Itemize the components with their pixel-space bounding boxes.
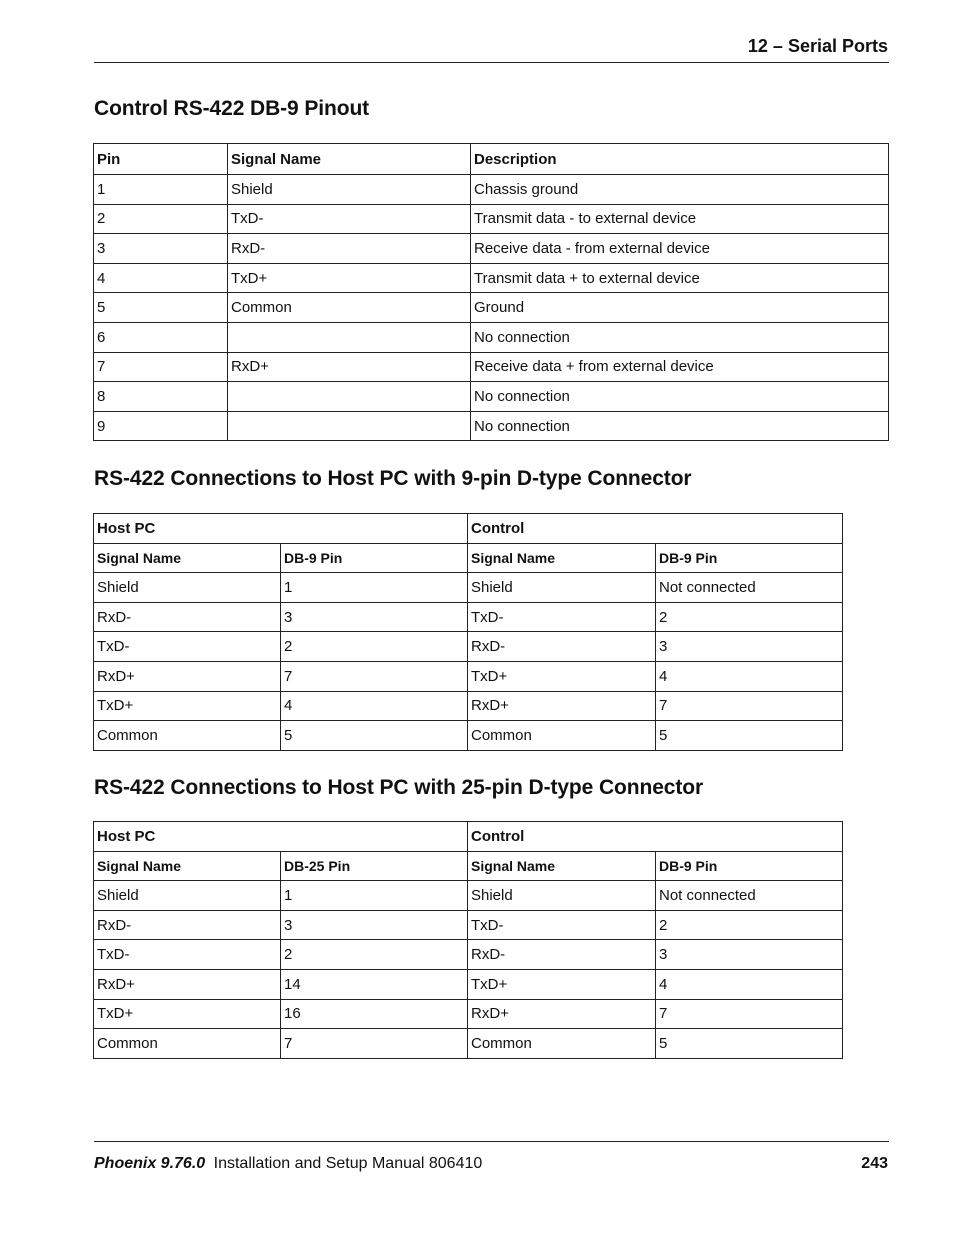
connections-25pin-table [93,821,843,1059]
table-header-row [94,851,843,881]
footer [94,1155,482,1173]
table-cell: Receive data - from external device [471,234,889,264]
table-cell: 3 [94,234,228,264]
table-cell: Shield [468,573,656,603]
table-cell: 5 [656,1029,843,1059]
table-row [94,352,889,382]
table-cell: 7 [281,661,468,691]
table-cell: 14 [281,969,468,999]
table-cell: TxD+ [94,691,281,721]
table-cell: 8 [94,382,228,412]
table-header-row [94,543,843,573]
table-cell: 6 [94,322,228,352]
table-cell: 1 [94,175,228,205]
table-cell: Shield [468,881,656,911]
column-header: DB-9 Pin [281,543,468,573]
table-cell: Receive data + from external device [471,352,889,382]
table-cell: Ground [471,293,889,323]
group-header-host-pc: Host PC [94,822,468,852]
header-rule [94,62,889,63]
table-cell: 4 [656,661,843,691]
table-cell: 2 [94,204,228,234]
table-row [94,691,843,721]
section-title-25pin-connections: RS-422 Connections to Host PC with 25-pin D-type Connector [94,776,704,799]
column-header: DB-9 Pin [656,851,843,881]
table-cell: 5 [281,721,468,751]
footer-product: Phoenix 9.76.0 [94,1155,206,1172]
table-cell: 2 [281,940,468,970]
table-cell [228,322,471,352]
table-cell: RxD+ [94,969,281,999]
table-cell [228,382,471,412]
table-cell: 9 [94,411,228,441]
table-cell: Common [228,293,471,323]
group-header-host-pc: Host PC [94,514,468,544]
table-cell: 3 [281,602,468,632]
table-cell: TxD- [228,204,471,234]
table-row [94,573,843,603]
table-cell: No connection [471,411,889,441]
running-head: 12 – Serial Ports [747,36,888,56]
table-cell: TxD+ [94,999,281,1029]
table-cell: RxD- [94,910,281,940]
table-cell: RxD+ [94,661,281,691]
table-cell: 1 [281,881,468,911]
pinout-table [93,143,889,441]
table-cell: TxD+ [228,263,471,293]
table-cell: 7 [656,999,843,1029]
table-cell [228,411,471,441]
table-cell: 5 [94,293,228,323]
table-row [94,721,843,751]
connections-9pin-table [93,513,843,751]
table-cell: RxD+ [468,691,656,721]
table-row [94,204,889,234]
table-row [94,1029,843,1059]
table-cell: TxD+ [468,661,656,691]
footer-manual: Installation and Setup Manual 806410 [213,1155,483,1172]
table-row [94,382,889,412]
table-cell: RxD- [94,602,281,632]
table-cell: Transmit data + to external device [471,263,889,293]
table-row [94,661,843,691]
table-header-row [94,144,889,175]
table-row [94,602,843,632]
group-header-control: Control [468,822,843,852]
table-cell: Transmit data - to external device [471,204,889,234]
table-cell: 2 [656,910,843,940]
table-cell: TxD- [94,940,281,970]
table-cell: TxD- [468,602,656,632]
table-row [94,940,843,970]
table-cell: Shield [94,573,281,603]
column-header: DB-9 Pin [656,543,843,573]
table-row [94,632,843,662]
table-row [94,175,889,205]
table-cell: RxD+ [468,999,656,1029]
table-cell: Common [94,721,281,751]
table-row [94,999,843,1029]
table-row [94,910,843,940]
table-cell: 7 [281,1029,468,1059]
table-cell: RxD- [468,632,656,662]
column-header: Signal Name [94,543,281,573]
table-cell: 1 [281,573,468,603]
table-cell: RxD+ [228,352,471,382]
table-cell: 2 [656,602,843,632]
column-header: DB-25 Pin [281,851,468,881]
table-cell: 3 [656,632,843,662]
table-cell: 7 [94,352,228,382]
table-cell: TxD- [468,910,656,940]
table-cell: 4 [656,969,843,999]
table-row [94,969,843,999]
table-cell: 4 [94,263,228,293]
table-group-header-row [94,514,843,544]
group-header-control: Control [468,514,843,544]
section-title-db9-pinout: Control RS-422 DB-9 Pinout [94,97,370,120]
column-header: Signal Name [228,144,471,175]
column-header: Description [471,144,889,175]
table-cell: Shield [228,175,471,205]
table-cell: Common [94,1029,281,1059]
footer-rule [94,1141,889,1142]
table-cell: RxD- [228,234,471,264]
table-cell: 7 [656,691,843,721]
column-header: Pin [94,144,228,175]
table-cell: No connection [471,322,889,352]
table-cell: Common [468,721,656,751]
table-cell: Not connected [656,573,843,603]
page-number: 243 [861,1155,888,1172]
table-cell: TxD+ [468,969,656,999]
table-cell: 5 [656,721,843,751]
table-cell: 3 [656,940,843,970]
table-cell: Common [468,1029,656,1059]
table-cell: Shield [94,881,281,911]
table-row [94,411,889,441]
table-row [94,322,889,352]
table-row [94,881,843,911]
section-title-9pin-connections: RS-422 Connections to Host PC with 9-pin D-type Connector [94,467,692,490]
table-group-header-row [94,822,843,852]
table-cell: 3 [281,910,468,940]
table-row [94,293,889,323]
table-cell: Chassis ground [471,175,889,205]
column-header: Signal Name [468,851,656,881]
column-header: Signal Name [468,543,656,573]
table-row [94,263,889,293]
column-header: Signal Name [94,851,281,881]
table-cell: 4 [281,691,468,721]
table-cell: No connection [471,382,889,412]
table-cell: TxD- [94,632,281,662]
table-cell: 2 [281,632,468,662]
table-row [94,234,889,264]
table-cell: 16 [281,999,468,1029]
table-cell: Not connected [656,881,843,911]
table-cell: RxD- [468,940,656,970]
